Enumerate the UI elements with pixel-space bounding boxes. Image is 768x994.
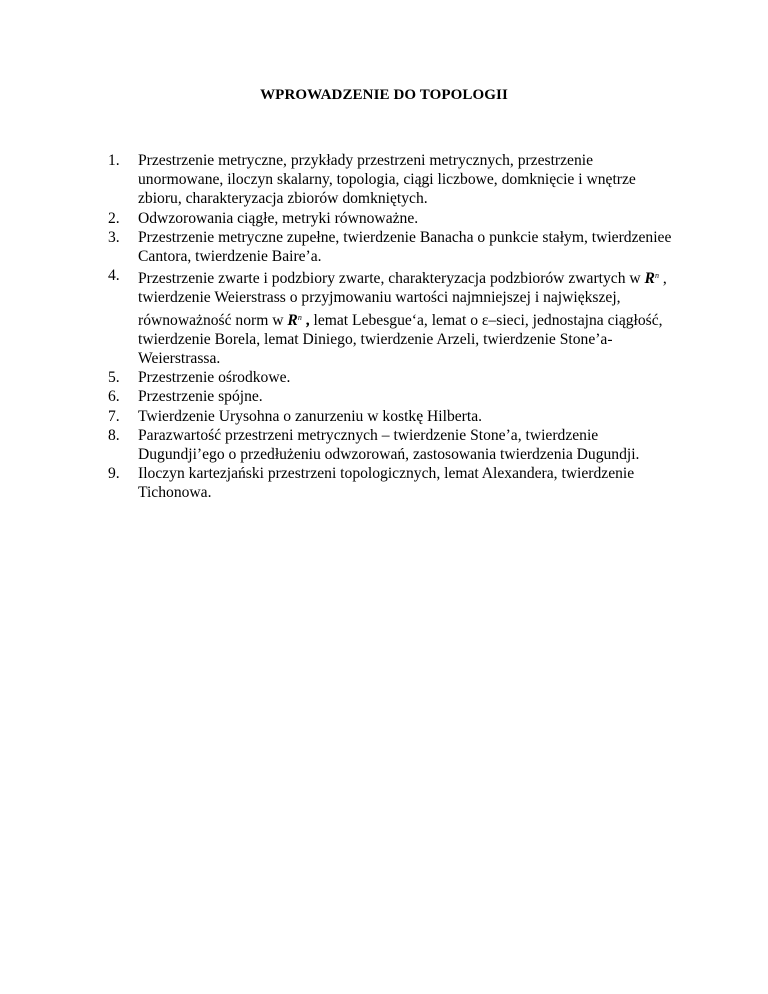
topic-text: Przestrzenie metryczne zupełne, twierdzenie Banacha o punkcie stałym, twierdzeniee Cantora, twierdzenie Baire’a. — [138, 228, 672, 266]
math-exponent-n: n — [654, 271, 659, 281]
topic-number: 5. — [108, 369, 120, 387]
topic-number: 9. — [108, 465, 120, 483]
topic-text: Przestrzenie spójne. — [138, 388, 263, 406]
topic-item-8 — [108, 426, 678, 464]
topic-number: 7. — [108, 407, 120, 425]
topic-item-3 — [108, 228, 678, 266]
topic-text-part2: , twierdzenie Weierstrass o przyjmowaniu wartości najmniejszej i największej, równoważność norm w — [138, 270, 667, 329]
topic-text: Przestrzenie metryczne, przykłady przestrzeni metrycznych, przestrzenie unormowane, iloczyn skalarny, topologia, ciągi liczbowe, domknięcie i wnętrze zbioru, charakteryzacja zbiorów domkniętych. — [138, 152, 636, 208]
topic-text: Parazwartość przestrzeni metrycznych – twierdzenie Stone’a, twierdzenie Dugundji’ego o przedłużeniu odwzorowań, zastosowania twierdzenia Dugundji. — [138, 426, 640, 464]
topic-text: Odwzorowania ciągłe, metryki równoważne. — [138, 209, 419, 227]
math-tail-comma: , — [301, 311, 310, 329]
topic-item-1 — [108, 151, 678, 209]
topic-number: 3. — [108, 228, 120, 246]
topic-number: 6. — [108, 388, 120, 406]
topic-number: 2. — [108, 209, 120, 227]
math-symbol-r: R — [644, 270, 655, 288]
topic-number: 1. — [108, 152, 120, 169]
topic-item-5 — [108, 368, 678, 387]
math-exponent-n: n — [297, 312, 302, 322]
topic-item-9 — [108, 464, 678, 502]
topic-text: Przestrzenie ośrodkowe. — [138, 369, 291, 387]
topic-number: 8. — [108, 426, 120, 444]
topic-item-4 — [108, 266, 678, 368]
topic-item-7 — [108, 407, 678, 426]
topic-text: Iloczyn kartezjański przestrzeni topologicznych, lemat Alexandera, twierdzenie Tichonowa. — [138, 465, 635, 502]
topic-text-part3: lemat Lebesgue‘a, lemat o ε–sieci, jednostajna ciągłość, twierdzenie Borela, lemat Diniego, twierdzenie Arzeli, twierdzenie Stone’a-Weierstrassa. — [138, 311, 663, 368]
math-symbol-r: R — [287, 311, 298, 329]
topic-text: Twierdzenie Urysohna o zanurzeniu w kostkę Hilberta. — [138, 407, 483, 425]
topic-text-part1: Przestrzenie zwarte i podzbiory zwarte, charakteryzacja podzbiorów zwartych w — [138, 270, 645, 288]
document-title: WPROWADZENIE DO TOPOLOGII — [260, 87, 508, 103]
topic-list — [108, 151, 678, 503]
topic-item-2 — [108, 209, 678, 228]
topic-item-6 — [108, 387, 678, 406]
topic-number: 4. — [108, 267, 120, 285]
